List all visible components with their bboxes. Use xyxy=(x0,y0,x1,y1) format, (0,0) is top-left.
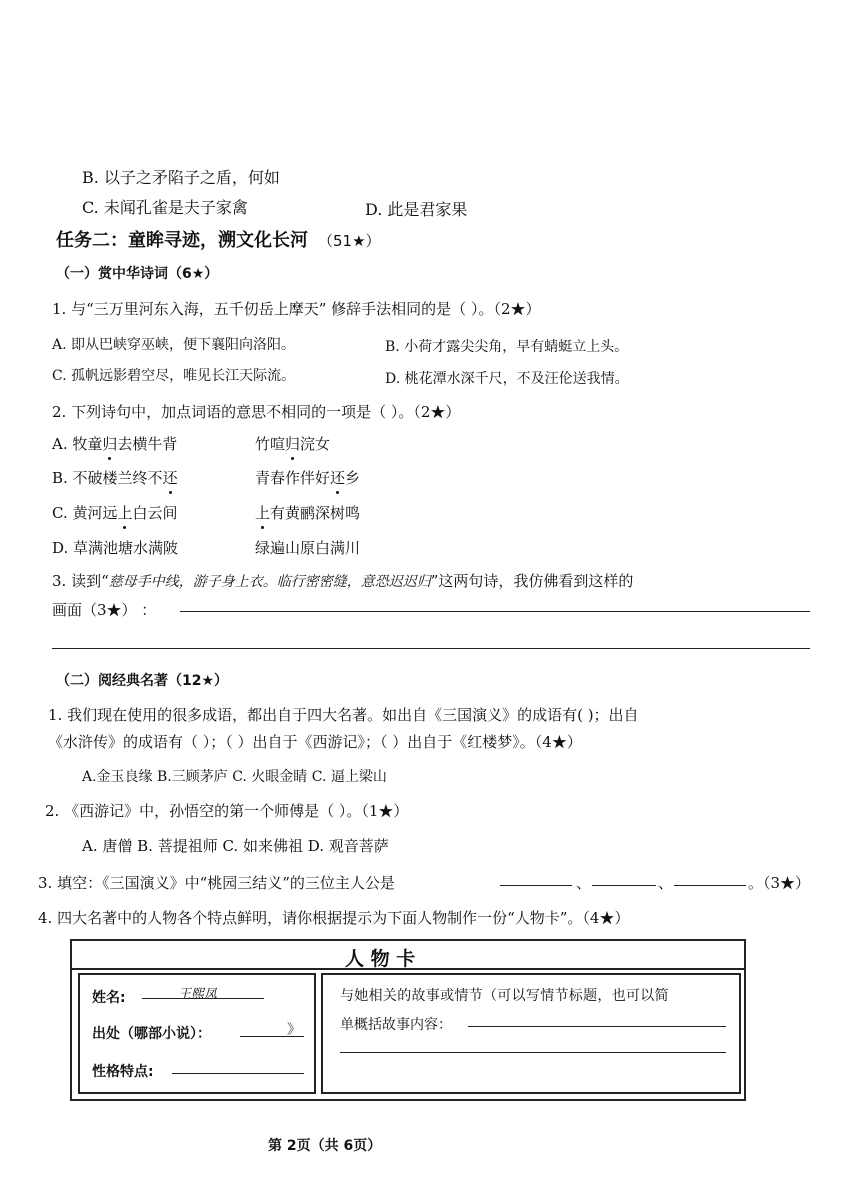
blank-separator: 、 xyxy=(658,874,674,892)
poetry-q2-option-b: B. 不破楼兰终不还 xyxy=(52,469,178,487)
classics-q1-line2: 《水浒传》的成语有（ ）；（ ）出自于《西游记》；（ ）出自于《红楼梦》。（4★） xyxy=(48,733,582,751)
section-classics-title: （二）阅经典名著（12★） xyxy=(56,673,229,689)
poetry-q2-option-a: A. 牧童归去横牛背 xyxy=(52,435,178,453)
card-title-divider xyxy=(70,968,744,970)
fill-blank[interactable] xyxy=(500,885,572,886)
card-story-line1: 与她相关的故事或情节（可以写情节标题，也可以简 xyxy=(340,988,669,1004)
prev-option-d: D. 此是君家果 xyxy=(365,200,468,219)
task2-title: 任务二：童眸寻迹，溯文化长河 （51★） xyxy=(56,230,381,251)
classics-q3-stem: 3. 填空：《三国演义》中“桃园三结义”的三位主人公是 xyxy=(38,874,395,892)
poetry-q2-option-c: C. 黄河远上白云间 xyxy=(52,504,178,522)
story-field[interactable] xyxy=(468,1026,726,1027)
fill-blank[interactable] xyxy=(674,885,746,886)
answer-line[interactable] xyxy=(52,648,810,649)
name-value: 王熙凤 xyxy=(178,987,218,1002)
blank-separator: 、 xyxy=(576,874,592,892)
classics-q1-options: A.金玉良缘 B.三顾茅庐 C. 火眼金睛 C. 逼上梁山 xyxy=(82,769,387,785)
classics-q2-stem: 2. 《西游记》中，孙悟空的第一个师傅是（ ）。（1★） xyxy=(45,802,409,820)
section-poetry-title: （一）赏中华诗词（6★） xyxy=(56,266,219,282)
poetry-q2-option-b-pair: 青春作伴好还乡 xyxy=(255,469,361,487)
card-title: 人 物 卡 xyxy=(345,948,416,970)
poetry-q2-option-d-pair: 绿遍山原白满川 xyxy=(255,539,361,557)
classics-q2-options: A. 唐僧 B. 菩提祖师 C. 如来佛祖 D. 观音菩萨 xyxy=(82,837,389,855)
prev-option-b: B. 以子之矛陷子之盾，何如 xyxy=(82,168,280,187)
trait-field[interactable] xyxy=(172,1073,304,1074)
classics-q1-line1: 1. 我们现在使用的很多成语，都出自于四大名著。如出自《三国演义》的成语有( )；出自 xyxy=(48,706,639,724)
source-bracket: 》 xyxy=(287,1022,301,1038)
answer-line[interactable] xyxy=(180,611,810,612)
card-trait-label: 性格特点: xyxy=(92,1064,154,1080)
poetry-q1-option-a: A. 即从巴峡穿巫峡，便下襄阳向洛阳。 xyxy=(52,337,296,353)
poetry-q1-stem: 1. 与“三万里河东入海，五千仞岳上摩天” 修辞手法相同的是（ ）。（2★） xyxy=(52,300,541,318)
classics-q3-end: 。（3★） xyxy=(748,874,811,892)
card-story-line2: 单概括故事内容： xyxy=(340,1017,452,1033)
poetry-q1-option-b: B. 小荷才露尖尖角，早有蜻蜓立上头。 xyxy=(385,339,629,355)
fill-blank[interactable] xyxy=(592,885,656,886)
poetry-q2-stem: 2. 下列诗句中，加点词语的意思不相同的一项是（ ）。（2★） xyxy=(52,403,461,421)
prev-option-c: C. 未闻孔雀是夫子家禽 xyxy=(82,198,248,217)
poetry-q3-stem: 3. 读到“慈母手中线，游子身上衣。临行密密缝，意恐迟迟归”这两句诗，我仿佛看到这样的 xyxy=(52,572,634,590)
page-number: 第 2页（共 6页） xyxy=(268,1138,382,1154)
poetry-q1-option-d: D. 桃花潭水深千尺，不及汪伦送我情。 xyxy=(385,371,629,387)
classics-q4-stem: 4. 四大名著中的人物各个特点鲜明，请你根据提示为下面人物制作一份“人物卡”。（4★） xyxy=(38,909,630,927)
poetry-q3-label: 画面（3★） ： xyxy=(52,601,157,619)
card-source-label: 出处（哪部小说）： xyxy=(92,1026,211,1042)
card-name-label: 姓名: xyxy=(92,990,126,1006)
poetry-q2-option-c-pair: 上有黄鹂深树鸣 xyxy=(255,504,361,522)
story-field[interactable] xyxy=(340,1052,726,1053)
poetry-q1-option-c: C. 孤帆远影碧空尽，唯见长江天际流。 xyxy=(52,368,296,384)
poetry-q2-option-a-pair: 竹喧归浣女 xyxy=(255,435,331,453)
poetry-q2-option-d: D. 草满池塘水满陂 xyxy=(52,539,179,557)
